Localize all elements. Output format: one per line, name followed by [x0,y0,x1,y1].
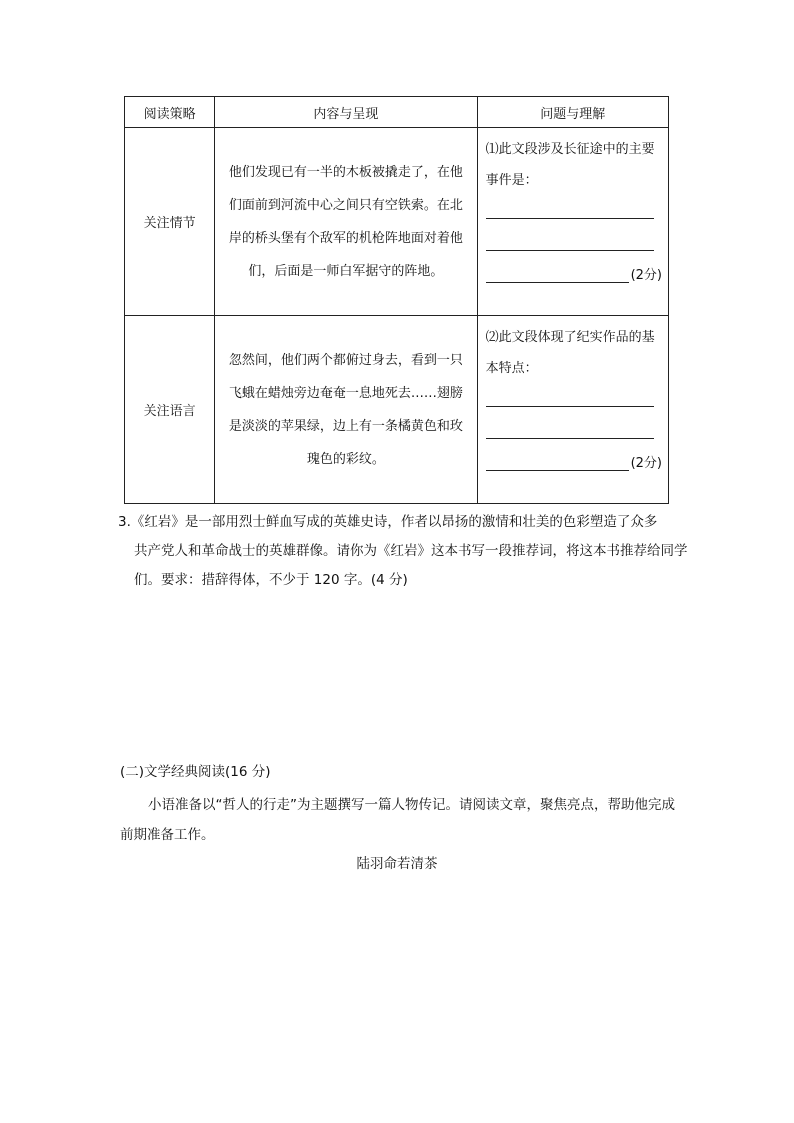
answer-blank[interactable] [486,196,654,219]
question-text: ⑵此文段体现了纪实作品的基本特点： [485,330,655,376]
answer-blank-row [486,448,662,479]
article-title: 陆羽命若清茶 [356,856,438,872]
header-strategy: 阅读策略 [125,97,215,128]
score-label: (2分) [630,456,662,471]
section-heading: (二)文学经典阅读(16 分) [120,764,271,780]
answer-blank[interactable] [486,260,629,283]
answer-blank[interactable] [486,448,629,471]
strategy-cell: 关注语言 [125,316,215,504]
answer-blank-row [486,260,662,291]
section-intro: 小语准备以“哲人的行走”为主题撰写一篇人物传记。请阅读文章，聚焦亮点，帮助他完成前期准备工作。 [120,797,675,843]
table-row [125,128,669,316]
question-cell [477,316,668,504]
header-content: 内容与呈现 [215,97,477,128]
strategy-cell: 关注情节 [125,128,215,316]
question-cell [477,128,668,316]
header-question: 问题与理解 [477,97,668,128]
question-3 [118,508,690,595]
table-row [125,316,669,504]
question-3-body: 共产党人和革命战士的英雄群像。请你为《红岩》这本书写一段推荐词，将这本书推荐给同学们。要求：措辞得体，不少于 120 字。(4 分) [134,543,688,588]
question-3-first-line: 3.《红岩》是一部用烈士鲜血写成的英雄史诗，作者以昂扬的激情和壮美的色彩塑造了众多 [118,514,658,530]
answer-blank[interactable] [486,416,654,439]
score-label: (2分) [630,268,662,283]
question-text: ⑴此文段涉及长征途中的主要事件是： [485,142,655,188]
table-header-row [125,97,669,128]
reading-strategy-table [124,96,669,504]
content-cell: 他们发现已有一半的木板被撬走了，在他们面前到河流中心之间只有空铁索。在北岸的桥头堡有个敌军的机枪阵地面对着他们，后面是一师白军据守的阵地。 [215,128,477,316]
content-cell: 忽然间，他们两个都俯过身去，看到一只飞蛾在蜡烛旁边奄奄一息地死去……翅膀是淡淡的苹果绿，边上有一条橘黄色和玫瑰色的彩纹。 [215,316,477,504]
answer-blank[interactable] [486,228,654,251]
answer-blank[interactable] [486,384,654,407]
